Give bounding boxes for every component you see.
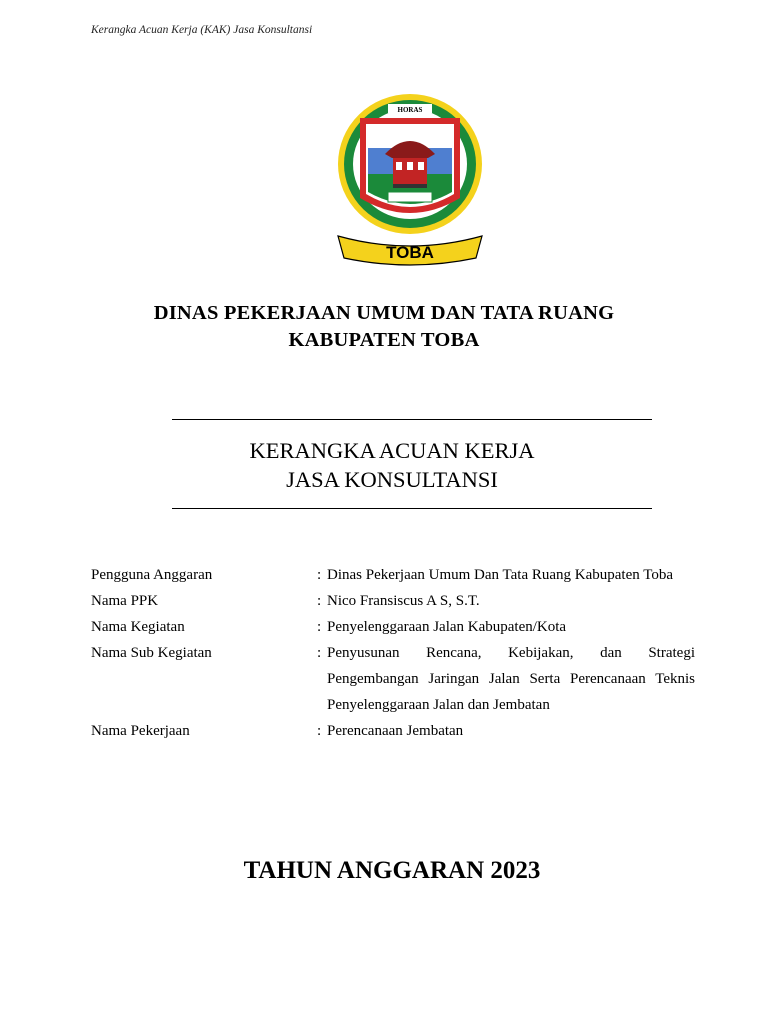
info-table	[91, 562, 695, 744]
info-label: Nama Sub Kegiatan	[91, 645, 212, 661]
emblem-top-text: HORAS	[397, 106, 423, 114]
info-separator: :	[317, 723, 322, 739]
info-row	[91, 588, 695, 614]
info-separator: :	[317, 619, 322, 635]
title-rule-bottom	[172, 508, 652, 509]
document-title	[0, 436, 768, 494]
agency-name	[0, 300, 768, 354]
info-value: Penyelenggaraan Jalan Kabupaten/Kota	[327, 619, 567, 635]
info-separator: :	[317, 645, 322, 661]
document-title-line1: KERANGKA ACUAN KERJA	[249, 438, 535, 463]
toba-regency-emblem-icon	[330, 88, 490, 268]
info-label: Nama Pekerjaan	[91, 723, 190, 739]
title-rule-top	[172, 419, 652, 420]
info-value: Nico Fransiscus A S, S.T.	[327, 593, 480, 609]
running-header: Kerangka Acuan Kerja (KAK) Jasa Konsultansi	[91, 24, 313, 36]
info-row	[91, 718, 695, 744]
info-value: Penyusunan Rencana, Kebijakan, dan Strategi Pengembangan Jaringan Jalan Serta Perencanaan Teknis Penyelenggaraan Jalan dan Jembatan	[327, 645, 695, 713]
info-label: Pengguna Anggaran	[91, 567, 213, 583]
info-label: Nama PPK	[91, 593, 159, 609]
info-label: Nama Kegiatan	[91, 619, 185, 635]
info-row	[91, 640, 695, 718]
info-value: Perencanaan Jembatan	[327, 723, 464, 739]
info-value: Dinas Pekerjaan Umum Dan Tata Ruang Kabupaten Toba	[327, 567, 674, 583]
agency-name-line1: DINAS PEKERJAAN UMUM DAN TATA RUANG	[153, 302, 615, 324]
info-row	[91, 614, 695, 640]
emblem-ribbon-text: TOBA	[386, 243, 434, 262]
info-separator: :	[317, 567, 322, 583]
agency-name-line2: KABUPATEN TOBA	[288, 329, 480, 351]
info-separator: :	[317, 593, 322, 609]
document-title-line2: JASA KONSULTANSI	[286, 467, 498, 492]
info-row	[91, 562, 695, 588]
budget-year: TAHUN ANGGARAN 2023	[243, 857, 541, 884]
